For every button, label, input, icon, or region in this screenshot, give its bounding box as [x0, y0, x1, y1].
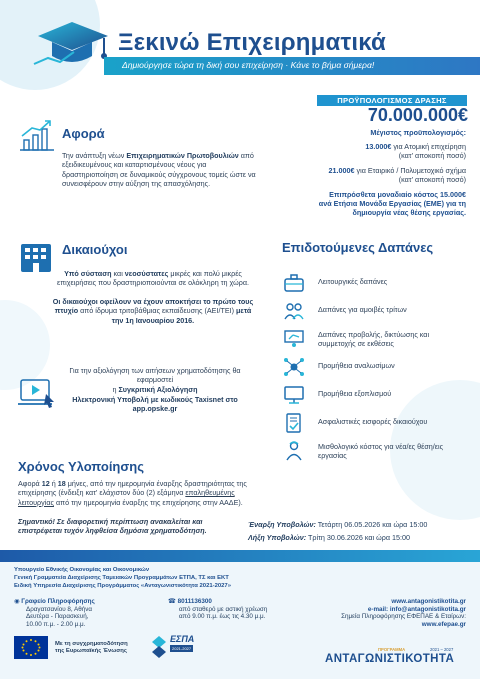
submission-dates — [248, 518, 427, 544]
about-title: Αφορά — [62, 126, 105, 141]
end-date: Λήξη Υποβολών: Τρίτη 30.06.2026 και ώρα 15:00 — [248, 533, 410, 542]
phone-icon: ☎ — [168, 598, 176, 605]
beneficiaries-text-1: Υπό σύσταση και νεοσύστατες μικρές και πολύ μικρές επιχειρήσεις που δραστηριοποιούνται σε ολόκληρη τη χώρα. — [57, 269, 249, 288]
budget-max-label: Μέγιστος προϋπολογισμός: — [370, 128, 466, 137]
briefcase-icon — [283, 272, 305, 294]
office-info: ◉ Γραφείο Πληροφόρησης Δραγατσανίου 8, Αθήνα Δευτέρα - Παρασκευή, 10.00 π.μ. - 2.00 μ.μ. — [14, 598, 95, 628]
network-icon — [283, 356, 305, 378]
timeline-note: Σημαντικό! Σε διαφορετική περίπτωση ανακαλείται και επιστρέφεται τυχόν ληφθείσα δημόσια χρηματοδότηση. — [18, 517, 207, 536]
expense-item — [283, 356, 468, 382]
expense-item — [283, 440, 468, 466]
program-label: ΠΡΟΓΡΑΜΜΑ — [378, 647, 406, 652]
document-check-icon — [283, 412, 305, 434]
location-pin-icon: ◉ — [14, 598, 20, 605]
expense-item — [283, 412, 468, 438]
expenses-title: Επιδοτούμενες Δαπάνες — [282, 240, 434, 255]
page-title: Ξεκινώ Επιχειρηματικά — [118, 29, 386, 56]
ministry-line-3: Ειδική Υπηρεσία Διαχείρισης Προγράμματος «Ανταγωνιστικότητα 2021-2027» — [14, 583, 231, 589]
program-name: ΑΝΤΑΓΩΝΙΣΤΙΚΟΤΗΤΑ — [325, 653, 455, 665]
timeline-text: Αφορά 12 ή 18 μήνες, από την ημερομηνία έναρξης δραστηριότητας της επιχείρησης (ένδειξη κατ' ελάχιστον δύο (2) εξάμηνα επαληθευμένης λειτουργίας από την ημερομηνία έναρξης της επιχείρησης στην ΑΑΔΕ). — [18, 479, 247, 507]
timeline-title: Χρόνος Υλοποίησης — [18, 459, 144, 474]
evaluation-submission: Ηλεκτρονική Υποβολή με κωδικούς Taxisnet στο app.opske.gr — [72, 395, 238, 414]
footer — [0, 550, 480, 679]
email-link[interactable]: e-mail: info@antagonistikotita.gr — [367, 605, 466, 613]
presentation-icon — [283, 328, 305, 350]
beneficiaries-text-2: Οι δικαιούχοι οφείλουν να έχουν αποκτήσει το πρώτο τους πτυχίο από ίδρυμα τριτοβάθμιας εκπαίδευσης (ΑΕΙ/ΤΕΙ) μετά την 1η Ιανουαρίου 2016. — [52, 297, 254, 325]
expense-label: Μισθολογικό κόστος για νέα/ες θέση/εις εργασίας — [318, 442, 444, 460]
evaluation-text: Για την αξιολόγηση των αιτήσεων χρηματοδότησης θα εφαρμοστεί η Συγκριτική Αξιολόγηση — [69, 366, 241, 394]
eu-cofunding-text: Με τη συγχρηματοδότηση της Ευρωπαϊκής Ένωσης — [55, 641, 128, 654]
efepae-link[interactable]: www.efepae.gr — [421, 620, 466, 628]
beneficiaries-title: Δικαιούχοι — [62, 242, 128, 257]
program-years: 2021 – 2027 — [430, 647, 454, 652]
expense-label: Ασφαλιστικές εισφορές δικαιούχου — [318, 417, 428, 426]
subtitle-bar — [104, 57, 480, 75]
espa-emblem-icon — [150, 634, 168, 660]
expense-label: Λειτουργικές δαπάνες — [318, 277, 388, 286]
expense-label: Δαπάνες για αμοιβές τρίτων — [318, 305, 407, 314]
subtitle: Δημιούργησε τώρα τη δική σου επιχείρηση · Κάνε το βήμα σήμερα! — [122, 60, 375, 70]
expense-item — [283, 300, 468, 326]
laptop-video-icon — [18, 376, 56, 412]
expense-label: Προμήθεια αναλωσίμων — [318, 361, 395, 370]
expense-item — [283, 328, 468, 354]
start-date: Έναρξη Υποβολών: Τετάρτη 06.05.2026 και ώρα 15:00 — [248, 520, 428, 529]
budget-amount: 70.000.000€ — [367, 105, 468, 125]
espa-logo: ΕΣΠΑ 2021-2027 — [150, 633, 220, 661]
phone-number[interactable]: 8011136300 — [177, 598, 212, 605]
web-info: www.antagonistikotita.gr e-mail: info@antagonistikotita.gr Σημεία Πληροφόρησης ΕΦΕΠΑΕ & Εταίρων: www.efepae.gr — [341, 598, 466, 628]
ministry-line-2: Γενική Γραμματεία Διαχείρισης Ταμειακών Προγραμμάτων ΕΤΠΑ, ΤΣ και ΕΚΤ — [14, 575, 229, 581]
graduation-cap-icon — [30, 14, 114, 74]
expense-label: Δαπάνες προβολής, δικτύωσης και συμμετοχής σε εκθέσεις — [318, 330, 430, 348]
budget-extra: Επιπρόσθετα μοναδιαίο κόστος 15.000€ ανά Ετήσια Μονάδα Εργασίας (ΕΜΕ) για τη δημιουργία νέας θέσης εργασίας. — [318, 190, 466, 217]
phone-info: ☎ 8011136300 από σταθερό με αστική χρέωση από 9.00 π.μ. έως τις 4.30 μ.μ. — [168, 598, 268, 621]
expense-label: Προμήθεια εξοπλισμού — [318, 389, 392, 398]
expense-item — [283, 272, 468, 298]
people-icon — [283, 300, 305, 322]
budget-label: ΠΡΟΫΠΟΛΟΓΙΣΜΟΣ ΔΡΑΣΗΣ — [317, 95, 467, 106]
budget-company: 21.000€ για Εταιρικό / Πολυμετοχικό σχήμα (κατ' αποκοπή ποσό) — [328, 166, 466, 184]
about-text: Την ανάπτυξη νέων Επιχειρηματικών Πρωτοβουλιών από εξειδικευμένους και καταρτισμένους νέους για δραστηριοποίηση σε δυναμικούς σύγχρονους τομείς ώστε να συνεισφέρουν στην αύξηση της απασχόλησης. — [62, 151, 256, 189]
budget-individual: 13.000€ για Ατομική επιχείρηση (κατ' αποκοπή ποσό) — [365, 142, 466, 160]
website-link[interactable]: www.antagonistikotita.gr — [391, 598, 466, 605]
header — [0, 0, 480, 82]
monitor-icon — [283, 384, 305, 406]
eu-flag-icon — [14, 636, 48, 659]
worker-icon — [283, 440, 305, 462]
growth-chart-icon — [18, 118, 56, 154]
expense-item — [283, 384, 468, 410]
ministry-line-1: Υπουργείο Εθνικής Οικονομίας και Οικονομικών — [14, 567, 150, 573]
footer-bar — [0, 550, 480, 562]
